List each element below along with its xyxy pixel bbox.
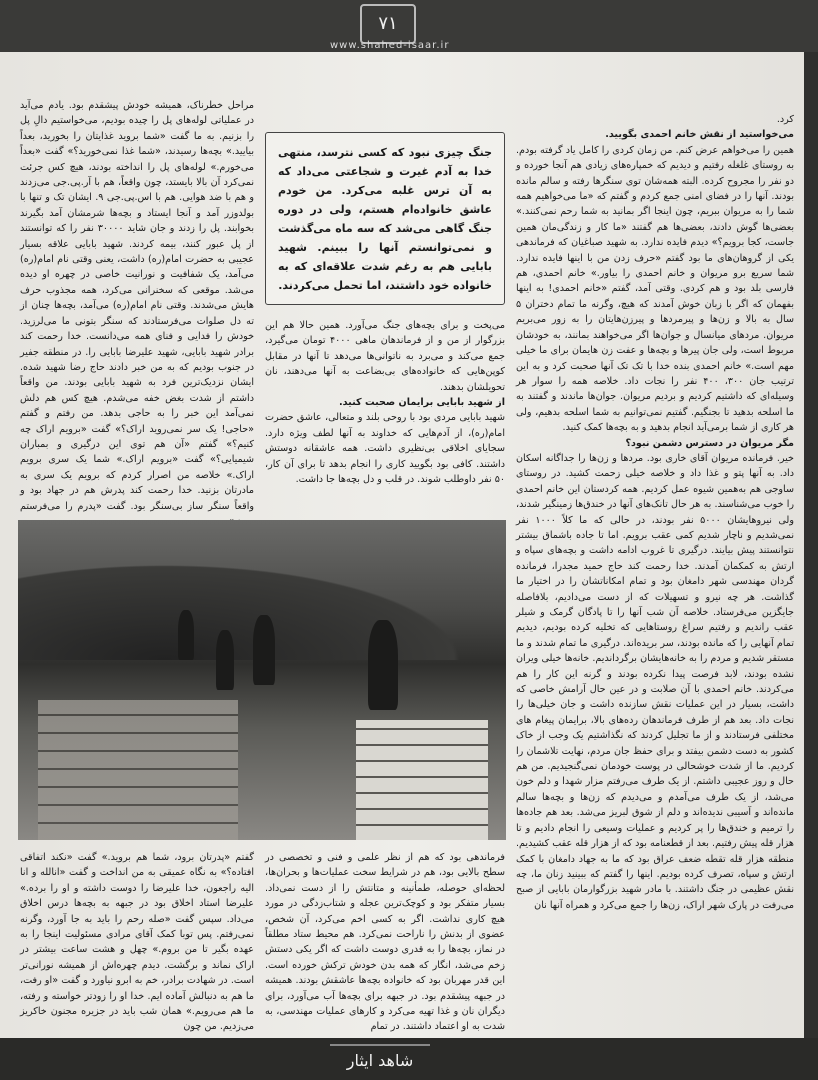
bottom-middle-column (265, 850, 505, 1035)
paragraph: می‌پخت و برای بچه‌های جنگ می‌آورد. همین حالا هم این بزرگوار از من و از فرماندهان ماهی ۴۰۰۰ تومان می‌گیرد، جمع می‌کند و می‌برد به ناتوانی‌ها می‌دهد تا آنها در مقابل کوپن‌هایی که خانواده‌های بی‌بضاعت به آنها می‌دهند، نان تحویلشان بدهند. (265, 320, 506, 393)
bottom-left-column (20, 850, 254, 1035)
site-url: www.shahed-isaar.ir (330, 40, 450, 51)
pull-quote: جنگ چیزی نبود که کسی نترسد، منتهی خدا به آدم غیرت و شجاعتی می‌داد که به آن ترس غلبه می‌کرد. من خودم عاشق خانواده‌ام هستم، ولی در دوره جنگ گاهی می‌شد که سه ماه می‌گذشت و نمی‌توانستم آنها را ببینم. شهید بابایی هم به رغم شدت علاقه‌ای که به خانواده خود داشتند، اما تحمل می‌کردند. (265, 132, 505, 305)
photo-person (368, 620, 398, 710)
scan-edge-shadow (804, 52, 818, 1052)
page-number: ۷۱ (360, 4, 416, 44)
paragraph: خیر. فرمانده مریوان آقای خاری بود. مردها و زن‌ها را جداگانه اسکان داد. به آنها پتو و غذا داد و خلاصه خیلی زحمت کشید. در روستای ساوجی هم به‌همین شیوه عمل کردیم. همه کردستان این خانم احمدی را خوب می‌شناسند. به هر حال تانک‌های آنها در خندق‌ها زمینگیر شدند، ولی نیروهایشان ۵۰۰۰ نفر بودند، در حالی که ما کلاً ۱۰۰۰ نفر نمی‌شدیم و ناچار شدیم کمی عقب برویم. اما تا جاده باشماق بیشتر نتوانستند پیش بیایند. درگیری تا غروب ادامه داشت و بچه‌های سپاه و ارتش به کمکمان آمدند. خدا رحمت کند حاج حمید مجدرا، فرمانده گردان مهندسی شهر دامغان بود و تمام امکاناتشان را در اختیار ما گذاشت. هر چه نیرو و تسهیلات که از دست می‌دادیم، بلافاصله جایگزین می‌فرستاد. خلاصه آن شب آنها را تا پادگان گرمک و شیلر عقب راندیم و رفتیم سراغ روستاهایی که تخلیه کرده بودیم، دیدیم تمام آنهایی را که مانده بودند، سر بریده‌اند. درگیری ما تمام شدند و ما مستقر شدیم و مردم را به خانه‌هایشان برگرداندیم. خانه‌ها خیلی ویران نشده بودند، لابد فرصت پیدا نکرده بودند و گرنه این کار را هم می‌کردند. خانم احمدی با آن صلابت و در عین حال آرامش خاصی که داشت، بسیار در این عملیات نقش سازنده داشت و جان خیلی‌ها را نجات داد. بعد هم از طرف فرماندهان رده‌های بالا، برایمان پیغام های مختلفی فرستادند و از ما تجلیل کردند که نگذاشتیم یک وجب از خاک کشور به دست دشمن بیفتد و برای حفظ جان مردم، نهایت تلاشمان را کردیم. ما از شدت خوشحالی در پوست خودمان نمی‌گنجیدیم. من هم حال و روز عجیبی داشتم. از یک طرف می‌رفتم مزار شهدا و دلم خون می‌شد، از یک طرف می‌آمدم و می‌دیدم که زن‌ها و بچه‌ها سالم مانده‌اند و آسیبی ندیده‌اند و دلم از شوق لبریز می‌شد. بعد هم جاده‌ها را ترمیم و خندق‌ها را پر کردیم و عملیات وسیعی را انجام دادیم و تا هزار قله پیش رفتیم. بعد از قطعنامه بود که از هزار قله عقب کشیدیم. منطقه هزار قله تقطه ضعف عراق بود که ما به جهاد دامغان با کمک ارتش و سپاه، تصرف کرده بودیم. اینها را گفتم که ببینید زنان ما، چه نقش عظیمی در جنگ داشتند. با مادر شهید بزرگوارمان بابایی از صبح می‌رفت در پارک شهر اراک، زن‌ها را جمع می‌کرد و همراه آنها نان (516, 452, 794, 911)
paragraph: مراحل خطرناک، همیشه خودش پیشقدم بود. یادم می‌آید در عملیاتی لوله‌های پل را چیده بودیم، می‌خواستیم دالِ پل را بزنیم. به ما گفت «شما بروید غذایتان را بخورید، بعداً بیایید.» بچه‌ها رسیدند، «شما غذا نمی‌خورید؟» گفت «بعداً می‌خورم.» لوله‌های پل را انداخته بودند، هیچ کس جرئت نمی‌کرد آن بالا بایستد، چون واقعاً، هم با آر.پی.جی می‌زدند و هم با ضد هوایی. هم با اس.پی.جی ۹. ایشان تک و تنها با بولدوزر آمد و آنجا ایستاد و بچه‌ها شرمشان آمد بگیرند بخوابند. پل را زدند و جان شاید ۳۰۰۰۰ نفر را که توانستند از پل عبور کنند، بیمه کردند. شهید بابایی علاقه بسیار عجیبی به حضرت امام(ره) داشت، یعنی وقتی نام امام(ره) می‌آمد، یک شفافیت و نورانیت خاصی در چهره او دیده می‌شد. موقعی که سخنرانی می‌کرد، همه مجذوب حرف هایش می‌شدند. وقتی نام امام(ره) می‌آمد، بچه‌ها چنان از ته دل صلوات می‌فرستادند که سنگر بتونی ما می‌لرزید. خودش را فدایی و فنای همه می‌دانست. خدا رحمت کند برادر شهید بابایی، شهید علیرضا بابایی را. در منطقه جفیر در جنوب بودیم که به من خبر دادند حاج رضا شهید شده. ایشان نزدیک‌ترین فرد به شهید بابایی بودند. من واقعاً داشتم از شدت بغض خفه می‌شدم. هیچ کس هم دلش نمی‌آمد این خبر را به حاجی بدهد. من رفتم و گفتم «حاجی! یک سر نمی‌روید اراک؟» گفت «برویم اراک چه کنیم؟» گفتم «آن هم توی این درگیری و بمباران شیمیایی؟» گفت «برویم اراک.» شما یک سری برویم اراک.» خلاصه من اصرار کردم که برویم یک سری به مادرتان بزنید. خدا رحمت کند پدرش هم در جهاد بود و واقعاً سنگر ساز بی‌سنگر بود. گفت «پدرم را می‌فرستم (20, 100, 254, 512)
photo-person (216, 630, 234, 690)
page-header (0, 0, 818, 52)
right-column (516, 112, 794, 1042)
photo-rubble (38, 700, 238, 840)
interview-question: می‌خواستید از نقش خانم احمدی بگویید. (605, 129, 794, 141)
magazine-logo: شاهد ایثار (330, 1044, 430, 1076)
middle-column (265, 318, 505, 514)
paragraph: همین را می‌خواهم عرض کنم. من زمان کردی را کامل یاد گرفته بودم. به روستای غلغله رفتیم و دیدیم که خمپاره‌های زیادی هم آنجا خورده و دو نفر را مجروح کرده. البته همه‌شان توی سنگرها رفته و سالم مانده بودند. آنها را در فضای امنی جمع کردم و گفتم که «ما می‌خواهیم همه شما را به مریوان ببریم، چون اینجا اگر بمانید به شما رحم نمی‌کنند.» بعضی‌ها گوش دادند، بعضی‌ها هم گفتند «ما کار و زندگی‌مان همین جاست، کجا برویم؟» دیدم فایده ندارد. به شهید صباغیان که فرماندهی یکی از گروهان‌های ما بود گفتم «حرف زدن من با اینها فایده ندارد. شما سریع برو مریوان و خانم احمدی را بیاور.» خانم احمدی، هم فارسی بلد بود و هم کردی. وقتی آمد، گفتم «خانم احمدی! به اینها بفهمان که اگر با زبان خوش آمدند که هیچ، وگرنه ما تمام دختران ۵ سال به بالا و زن‌ها و پیرمردها و پیرزن‌هایتان را به زور می‌بریم مریوان. مردهای میانسال و جوان‌ها اگر می‌خواهند بمانند، به خودشان مربوط است، ولی جان پیرها و بچه‌ها و عفت زن هایمان برای ما خیلی مهم است.» خانم احمدی بنده خدا با تک تک آنها صحبت کرد و به این ترتیب جان ۳۰۰، ۴۰۰ نفر را نجات داد. خلاصه همه را سوار هر وسیله‌ای که داشتیم کردیم و بردیم مریوان. جوان‌ها ماندند و گفتند به ما اسلحه بدهید تا بجنگیم. گفتیم نمی‌توانیم به شما اسلحه بدهیم، ولی هر کاری از شما برمی‌آید انجام بدهید و به بچه‌ها کمک کنید. (516, 144, 794, 434)
photo-person (253, 615, 275, 685)
war-photo (18, 520, 506, 840)
page-footer (0, 1038, 818, 1080)
interview-question: از شهید بابایی برایمان صحبت کنید. (339, 397, 505, 409)
paragraph: فرماندهی بود که هم از نظر علمی و فنی و تخصصی در سطح بالایی بود، هم در شرایط سخت عملیات‌ها و بحران‌ها، لحظه‌ای حوصله، طمأنینه و متانتش را از دست نمی‌داد. بسیار متفکر بود و کوچک‌ترین عجله و شتاب‌زدگی در مورد هیچ کاری نداشت. اگر به کسی اخم می‌کرد، آن شخص، عضوی از بدنش را ناراحت نمی‌کرد. هم محیط ستاد مطلقاً در نماز، بچه‌ها را به قدری دوست داشت که اگر یکی دستش زخم می‌شد، انگار که همه بدن خودش ترکش خورده است. این قدر مهربان بود که خانواده بچه‌ها عاشقش بودند. همیشه در جبهه پیشقدم بود. در جبهه برای بچه‌ها آب می‌آورد، برای دیگران نان و غذا تهیه می‌کرد و کارهای عملیات مهندسی، به شدت به او اعتماد داشتند. در تمام (265, 852, 505, 1033)
paragraph: شهید بابایی مردی بود با روحی بلند و متعالی، عاشق حضرت امام(ره)، از آدم‌هایی که خداوند به آنها لطف ویژه دارد. سجایای اخلاقی بی‌نظیری داشت. همه عاشقانه دوستش داشتند. کافی بود بگویید کاری را انجام بدهد تا برای آن کار، ۵۰ نفر داوطلب شوند. در قلب و دل بچه‌ها جا داشت. (265, 412, 505, 486)
photo-brick-wall (356, 720, 488, 840)
left-column (20, 98, 254, 510)
photo-person (178, 610, 194, 660)
paragraph: کرد. (776, 114, 794, 125)
paragraph: گفتم «پدرتان برود، شما هم بروید.» گفت «نکند اتفاقی افتاده؟» به نگاه عمیقی به من انداخت و گفت «انالله و انا الیه راجعون، خدا علیرضا را دوست داشته و او را برده.» علیرضا استاد اخلاق بود در جبهه به بچه‌ها درس اخلاق می‌داد. سپس گفت «صله رحم را باید به جا آورد، وگرنه نمی‌رفتم. پس توبا کمک آقای مرادی مسئولیت اینجا را به عهده بگیر تا من بروم.» چهل و هشت ساعت بیشتر در اراک نماند و برگشت. دیدم چهره‌اش از همیشه نورانی‌تر است. در شهادت برادر، خم به ابرو نیاورد و گفت «او رفت، ما هم به دنبالش آماده ایم. خدا او را زودتر خواسته و رفته، ما هم می‌رویم.» همان شب باید در جزیره مجنون خاکریز می‌زدیم. من چون (20, 852, 254, 1033)
interview-question: مگر مریوان در دسترس دشمن نبود؟ (625, 437, 794, 449)
